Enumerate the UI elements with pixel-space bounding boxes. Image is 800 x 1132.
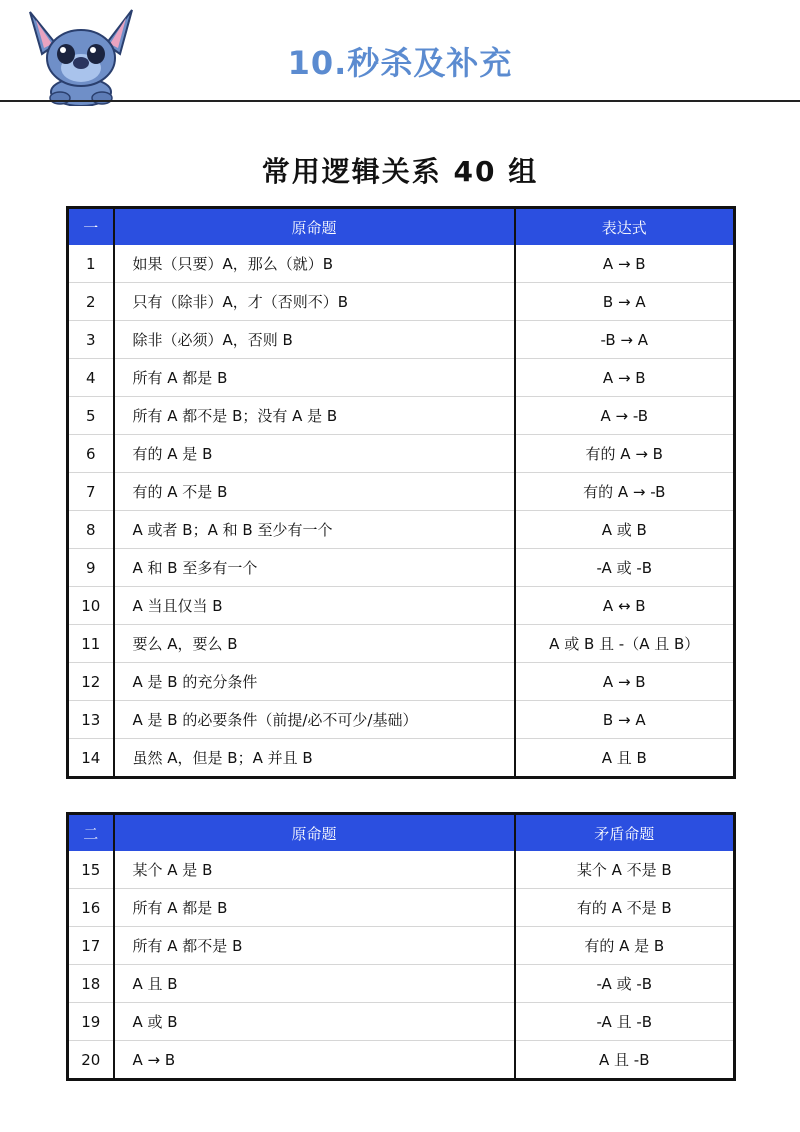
table-row — [68, 1003, 735, 1041]
row-number: 17 — [68, 927, 114, 965]
row-number: 6 — [68, 435, 114, 473]
row-number: 11 — [68, 625, 114, 663]
row-number: 19 — [68, 1003, 114, 1041]
table-row — [68, 587, 735, 625]
table-row — [68, 473, 735, 511]
section-title: 常用逻辑关系 40 组 — [261, 155, 539, 188]
contradiction-header: 矛盾命题 — [515, 814, 735, 852]
row-number: 16 — [68, 889, 114, 927]
table-row — [68, 739, 735, 778]
table-row — [68, 1041, 735, 1080]
proposition-cell: 所有 A 都是 B — [114, 889, 515, 927]
row-number: 13 — [68, 701, 114, 739]
row-number: 7 — [68, 473, 114, 511]
proposition-cell: 虽然 A，但是 B；A 并且 B — [114, 739, 515, 778]
expression-cell: -B → A — [515, 321, 735, 359]
proposition-cell: A 或者 B；A 和 B 至少有一个 — [114, 511, 515, 549]
table-row — [68, 245, 735, 283]
header-divider — [0, 100, 800, 102]
expression-cell: 有的 A 是 B — [515, 927, 735, 965]
proposition-cell: A → B — [114, 1041, 515, 1080]
proposition-cell: A 且 B — [114, 965, 515, 1003]
table-row — [68, 511, 735, 549]
table-row — [68, 851, 735, 889]
row-number: 18 — [68, 965, 114, 1003]
row-number: 9 — [68, 549, 114, 587]
proposition-cell: 有的 A 不是 B — [114, 473, 515, 511]
expression-cell: -A 或 -B — [515, 549, 735, 587]
proposition-cell: A 或 B — [114, 1003, 515, 1041]
table-row — [68, 359, 735, 397]
row-number: 12 — [68, 663, 114, 701]
table-row — [68, 889, 735, 927]
proposition-cell: 除非（必须）A，否则 B — [114, 321, 515, 359]
expression-cell: -A 或 -B — [515, 965, 735, 1003]
proposition-cell: 某个 A 是 B — [114, 851, 515, 889]
table-row — [68, 435, 735, 473]
logic-table-expressions — [66, 206, 736, 779]
table-row — [68, 397, 735, 435]
expression-cell: 有的 A 不是 B — [515, 889, 735, 927]
table-row — [68, 701, 735, 739]
table-row — [68, 283, 735, 321]
row-number: 1 — [68, 245, 114, 283]
expression-cell: A → -B — [515, 397, 735, 435]
expression-cell: 有的 A → -B — [515, 473, 735, 511]
row-number: 5 — [68, 397, 114, 435]
expression-cell: B → A — [515, 283, 735, 321]
expression-cell: A 且 B — [601, 749, 647, 767]
expression-cell: 有的 A → B — [515, 435, 735, 473]
expression-cell: A 且 -B — [598, 1051, 650, 1069]
row-number: 2 — [68, 283, 114, 321]
proposition-cell: 所有 A 都是 B — [114, 359, 515, 397]
row-number: 15 — [68, 851, 114, 889]
expression-cell: A ↔ B — [515, 587, 735, 625]
expression-cell: A → B — [515, 663, 735, 701]
expression-cell: A 或 B 且 -（A 且 B） — [515, 625, 735, 663]
row-number: 14 — [68, 739, 114, 778]
proposition-cell: 如果（只要）A，那么（就）B — [114, 245, 515, 283]
row-number: 3 — [68, 321, 114, 359]
expression-cell: B → A — [515, 701, 735, 739]
table-row — [68, 965, 735, 1003]
row-number: 20 — [68, 1041, 114, 1080]
row-number: 10 — [68, 587, 114, 625]
proposition-cell: A 是 B 的充分条件 — [114, 663, 515, 701]
proposition-cell: 所有 A 都不是 B — [114, 927, 515, 965]
proposition-cell: 只有（除非）A，才（否则不）B — [114, 283, 515, 321]
group-number-header: 二 — [68, 814, 114, 852]
proposition-cell: 所有 A 都不是 B；没有 A 是 B — [114, 397, 515, 435]
expression-cell: 某个 A 不是 B — [515, 851, 735, 889]
expression-cell: A → B — [515, 245, 735, 283]
table-row — [68, 321, 735, 359]
expression-cell: -A 且 -B — [515, 1003, 735, 1041]
row-number: 4 — [68, 359, 114, 397]
expression-cell: A → B — [515, 359, 735, 397]
table-row — [68, 663, 735, 701]
expression-cell: A 或 B — [515, 511, 735, 549]
table-header-row — [68, 208, 735, 246]
proposition-header: 原命题 — [114, 814, 515, 852]
logic-table-contradictions — [66, 812, 736, 1081]
table-row — [68, 927, 735, 965]
proposition-cell: A 当且仅当 B — [114, 587, 515, 625]
proposition-cell: 有的 A 是 B — [114, 435, 515, 473]
proposition-cell: A 是 B 的必要条件（前提/必不可少/基础） — [114, 701, 515, 739]
expression-header: 表达式 — [515, 208, 735, 246]
page-title: 10.秒杀及补充 — [287, 44, 513, 82]
proposition-cell: 要么 A，要么 B — [114, 625, 515, 663]
row-number: 8 — [68, 511, 114, 549]
proposition-cell: A 和 B 至多有一个 — [114, 549, 515, 587]
proposition-header: 原命题 — [114, 208, 515, 246]
table-row — [68, 549, 735, 587]
group-number-header: 一 — [68, 208, 114, 246]
page-header — [0, 0, 800, 104]
table-row — [68, 625, 735, 663]
table-header-row — [68, 814, 735, 852]
